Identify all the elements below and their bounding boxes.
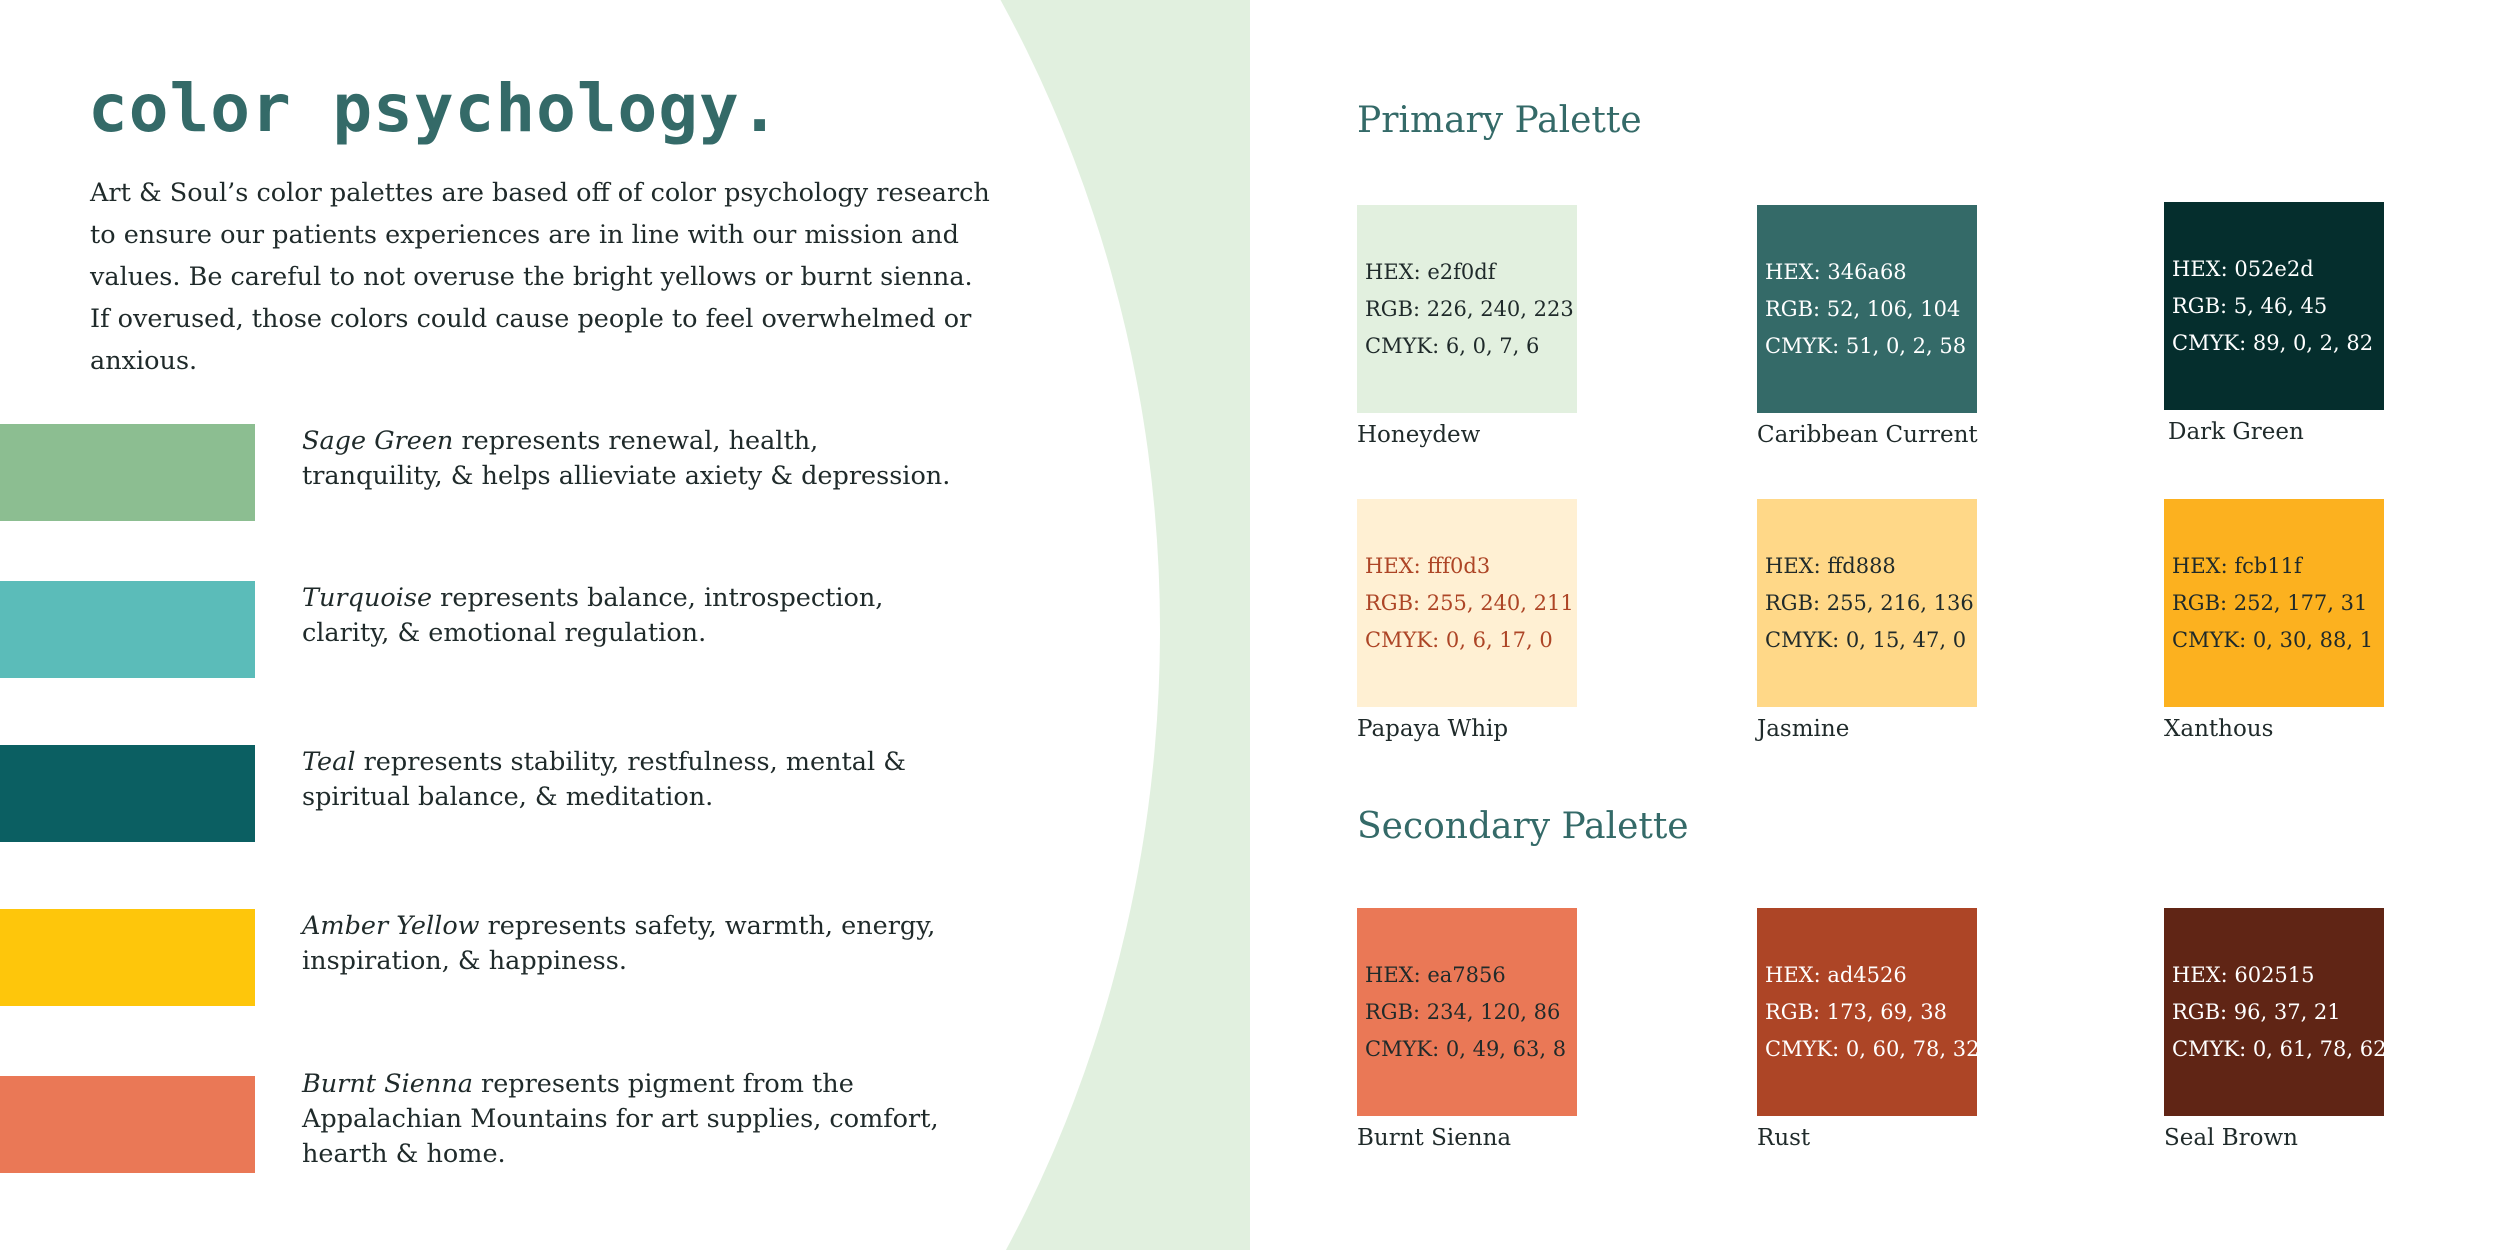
- color-name: Caribbean Current: [1757, 422, 1978, 448]
- rgb-value: RGB: 255, 240, 211: [1365, 590, 1574, 615]
- color-name: Rust: [1757, 1125, 1811, 1151]
- color-chip: [2164, 908, 2387, 1116]
- color-name: Dark Green: [2168, 419, 2304, 445]
- color-meaning: represents renewal, health, tranquility, & helps allieviate axiety & depression.: [302, 426, 951, 491]
- color-bar: [0, 581, 255, 678]
- cmyk-value: CMYK: 89, 0, 2, 82: [2172, 330, 2374, 355]
- rgb-value: RGB: 252, 177, 31: [2172, 590, 2368, 615]
- cmyk-value: CMYK: 0, 6, 17, 0: [1365, 627, 1553, 652]
- color-card-papaya-whip: [1357, 499, 1577, 742]
- hex-value: HEX: fff0d3: [1365, 553, 1491, 578]
- color-meaning: represents pigment from the Appalachian Mountains for art supplies, comfort, hearth & home.: [302, 1069, 939, 1169]
- hex-value: HEX: ad4526: [1765, 962, 1907, 987]
- color-chip: [1357, 499, 1577, 707]
- color-name: Burnt Sienna: [302, 1069, 473, 1099]
- cmyk-value: CMYK: 0, 30, 88, 1: [2172, 627, 2374, 652]
- intro-paragraph: Art & Soul’s color palettes are based off of color psychology research to ensure our patients experiences are in line with our mission and values. Be careful to not overuse the bright yellows or burnt sienna. If overused, those colors could cause people to feel overwhelmed or anxious.: [90, 178, 990, 376]
- cmyk-value: CMYK: 51, 0, 2, 58: [1765, 333, 1967, 358]
- hex-value: HEX: ffd888: [1765, 553, 1896, 578]
- cmyk-value: CMYK: 0, 61, 78, 62: [2172, 1036, 2387, 1061]
- color-bar: [0, 424, 255, 521]
- color-meaning: represents safety, warmth, energy, inspiration, & happiness.: [302, 911, 936, 976]
- color-bar: [0, 909, 255, 1006]
- cmyk-value: CMYK: 0, 49, 63, 8: [1365, 1036, 1567, 1061]
- rgb-value: RGB: 226, 240, 223: [1365, 296, 1574, 321]
- color-chip: [1757, 908, 1980, 1116]
- color-chip: [1357, 908, 1577, 1116]
- rgb-value: RGB: 52, 106, 104: [1765, 296, 1961, 321]
- primary-palette-heading: Primary Palette: [1357, 100, 1642, 141]
- color-name: Teal: [302, 747, 356, 777]
- color-name: Amber Yellow: [302, 911, 480, 941]
- color-name: Jasmine: [1757, 716, 1850, 742]
- hex-value: HEX: fcb11f: [2172, 553, 2302, 578]
- color-meaning: represents stability, restfulness, mental & spiritual balance, & meditation.: [302, 747, 906, 812]
- color-meaning: represents balance, introspection, clarity, & emotional regulation.: [302, 583, 884, 648]
- meaning-text: [302, 1067, 962, 1172]
- meaning-text: [302, 581, 962, 651]
- meaning-text: [302, 424, 962, 494]
- color-card-honeydew: [1357, 205, 1577, 448]
- color-name: Seal Brown: [2164, 1125, 2298, 1151]
- color-name: Papaya Whip: [1357, 716, 1509, 742]
- meaning-text: [302, 909, 962, 979]
- color-name: Turquoise: [302, 583, 433, 613]
- hex-value: HEX: 602515: [2172, 962, 2315, 987]
- color-bar: [0, 1076, 255, 1173]
- color-chip: [1757, 205, 1977, 413]
- color-card-caribbean-current: [1757, 205, 1977, 448]
- hex-value: HEX: 052e2d: [2172, 256, 2314, 281]
- color-card-jasmine: [1757, 499, 1977, 742]
- color-chip: [2164, 499, 2384, 707]
- color-bar: [0, 745, 255, 842]
- hex-value: HEX: e2f0df: [1365, 259, 1496, 284]
- color-card-xanthous: [2164, 499, 2384, 742]
- color-card-seal-brown: [2164, 908, 2387, 1151]
- rgb-value: RGB: 234, 120, 86: [1365, 999, 1561, 1024]
- color-card-burnt-sienna: [1357, 908, 1577, 1151]
- color-card-rust: [1757, 908, 1980, 1151]
- color-card-dark-green: [2164, 202, 2384, 445]
- color-name: Xanthous: [2164, 716, 2274, 742]
- color-name: Sage Green: [302, 426, 454, 456]
- secondary-palette-heading: Secondary Palette: [1357, 806, 1689, 847]
- rgb-value: RGB: 255, 216, 136: [1765, 590, 1974, 615]
- rgb-value: RGB: 5, 46, 45: [2172, 293, 2328, 318]
- hex-value: HEX: ea7856: [1365, 962, 1506, 987]
- color-name: Burnt Sienna: [1357, 1125, 1512, 1151]
- color-name: Honeydew: [1357, 422, 1481, 448]
- hex-value: HEX: 346a68: [1765, 259, 1907, 284]
- cmyk-value: CMYK: 6, 0, 7, 6: [1365, 333, 1540, 358]
- rgb-value: RGB: 96, 37, 21: [2172, 999, 2341, 1024]
- color-chip: [1357, 205, 1577, 413]
- cmyk-value: CMYK: 0, 60, 78, 32: [1765, 1036, 1980, 1061]
- meaning-text: [302, 745, 962, 815]
- page-title: color psychology.: [88, 70, 781, 147]
- cmyk-value: CMYK: 0, 15, 47, 0: [1765, 627, 1967, 652]
- color-chip: [1757, 499, 1977, 707]
- rgb-value: RGB: 173, 69, 38: [1765, 999, 1947, 1024]
- color-chip: [2164, 202, 2384, 410]
